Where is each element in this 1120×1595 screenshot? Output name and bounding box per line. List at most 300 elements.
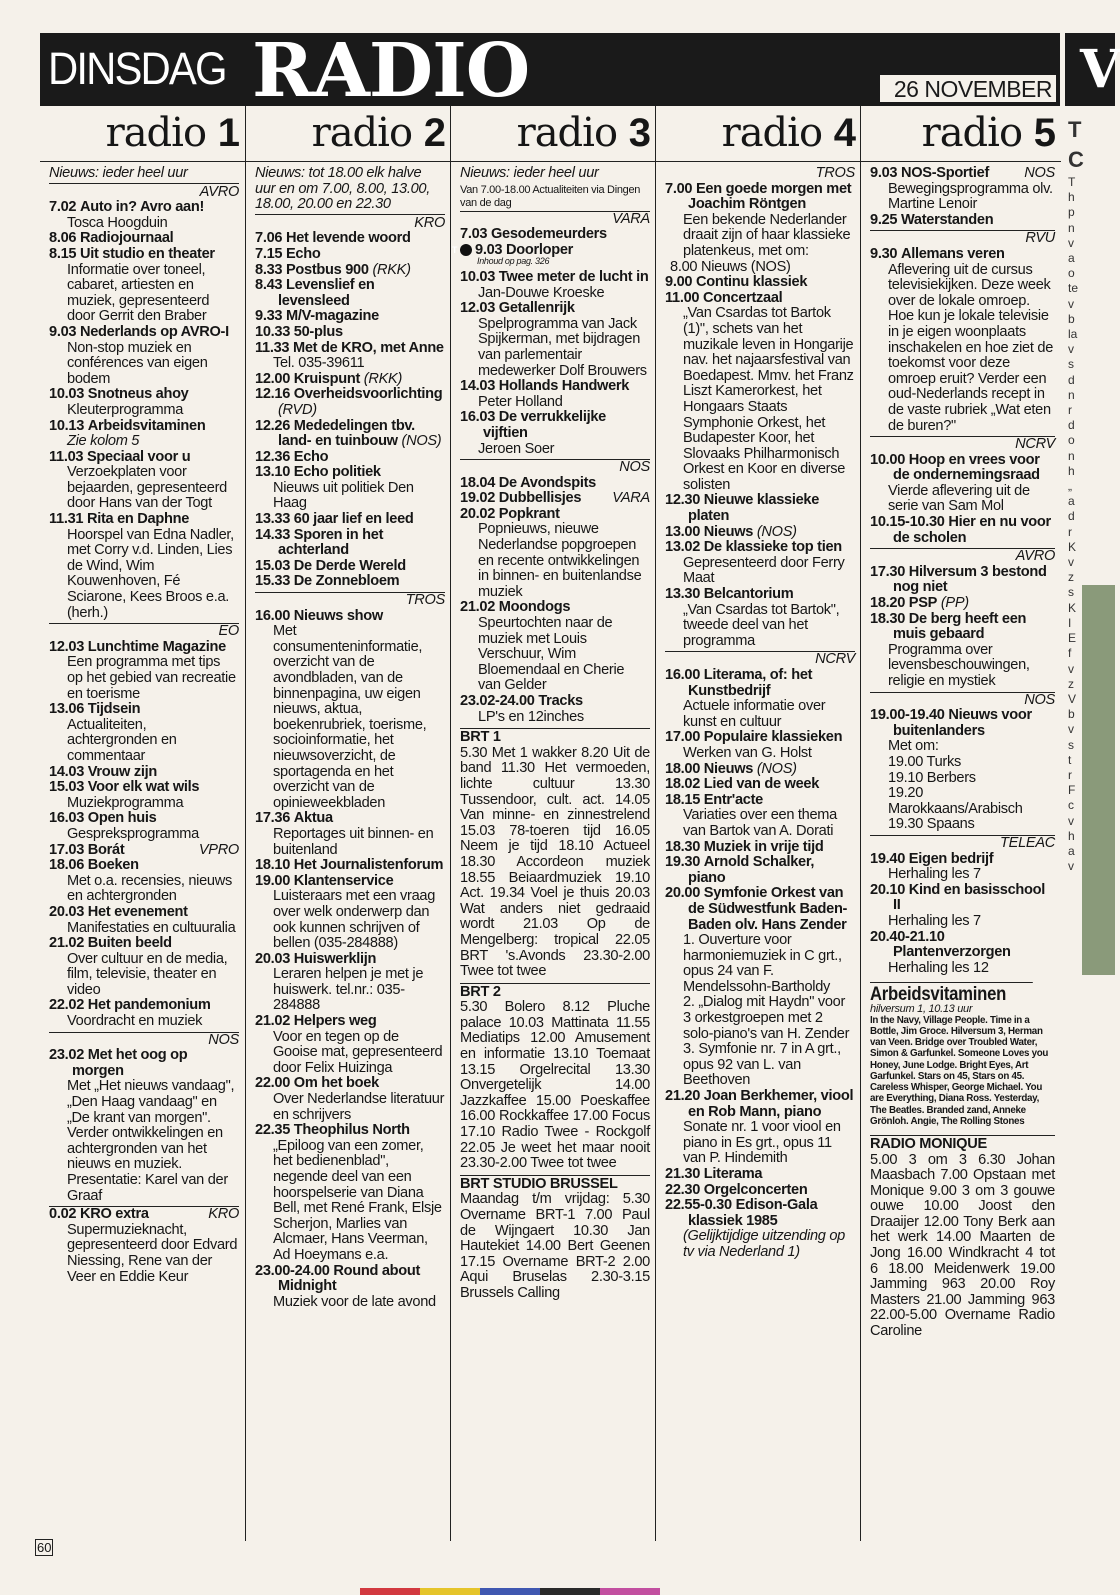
program-title: Tijdsein xyxy=(87,701,141,718)
program-title: Belcantorium xyxy=(703,586,794,603)
program-entry xyxy=(255,528,445,559)
program-entry xyxy=(665,855,855,886)
program-entry xyxy=(49,419,239,435)
program-title: De Avondspits xyxy=(498,474,596,491)
program-title: De berg heeft een muis gebaard xyxy=(893,610,1027,643)
radio-monique-title: RADIO MONIQUE xyxy=(870,1135,1055,1153)
program-entry xyxy=(870,213,1055,229)
edge-letter: s xyxy=(1068,737,1074,752)
program-description: Muziekprogramma xyxy=(67,794,184,811)
program-time: 16.00 xyxy=(255,607,291,624)
program-time: 18.10 xyxy=(255,857,291,874)
program-time: 20.02 xyxy=(460,505,496,522)
program-description: 3. Symfonie nr. 7 in A grt., opus 92 van L. van Beethoven xyxy=(683,1041,841,1089)
program-time: 14.03 xyxy=(49,763,85,780)
program-entry xyxy=(49,843,239,859)
program-entry xyxy=(255,1264,445,1295)
program-entry xyxy=(870,612,1055,643)
program-entry xyxy=(49,1206,239,1223)
broadcaster-label: VARA xyxy=(612,210,650,227)
program-entry xyxy=(665,1167,855,1183)
program-time: 10.13 xyxy=(49,417,85,434)
program-title: Vrouw zijn xyxy=(87,763,157,780)
program-entry xyxy=(255,609,445,625)
page xyxy=(37,28,1080,1563)
program-entry xyxy=(870,515,1055,546)
program-title: Uit studio en theater xyxy=(79,245,215,262)
program-description: Over cultuur en de media, film, televisie, theater en video xyxy=(67,950,228,998)
program-title: Radiojournaal xyxy=(79,230,174,247)
program-title: Borát xyxy=(87,841,125,858)
edge-letter: te xyxy=(1068,281,1079,296)
program-time: 13.02 xyxy=(665,539,701,556)
column-header: radio 1 xyxy=(40,106,245,162)
program-title: Het evenement xyxy=(87,903,188,920)
edge-letter: r xyxy=(1068,524,1072,539)
program-entry xyxy=(460,410,650,441)
program-time: 12.03 xyxy=(460,300,496,317)
program-time: 23.02-24.00 xyxy=(460,693,535,709)
program-title: Het pandemonium xyxy=(87,997,211,1014)
program-title: Helpers weg xyxy=(293,1013,377,1030)
program-entry xyxy=(665,525,855,541)
program-entry xyxy=(255,512,445,528)
edge-letter: v xyxy=(1068,813,1074,828)
program-time: 17.30 xyxy=(870,563,906,580)
schedule-list xyxy=(861,162,1061,976)
actualiteiten-note: Van 7.00-18.00 Actualiteiten via Dingen van de dag xyxy=(460,184,650,212)
broadcaster-label: KRO xyxy=(208,1206,239,1223)
program-entry xyxy=(255,858,445,874)
program-entry xyxy=(49,905,239,921)
program-title: Nieuws xyxy=(703,523,754,540)
program-time: 9.33 xyxy=(255,308,283,325)
program-entry xyxy=(49,200,239,216)
edge-letter: v xyxy=(1068,555,1074,570)
color-bar xyxy=(360,1588,660,1595)
program-time: 16.03 xyxy=(49,810,85,827)
edge-letter: C xyxy=(1068,147,1084,172)
program-time: 13.33 xyxy=(255,511,291,528)
program-description: Speurtochten naar de muziek met Louis Verschuur, Wim Bloemendaal en Cherie van Gelder xyxy=(478,615,625,694)
program-title: Doorloper xyxy=(505,241,574,258)
program-title: Lunchtime Magazine xyxy=(87,638,226,655)
program-title: Literama, of: het Kunstbedrijf xyxy=(688,667,813,699)
tip-badge-icon: T xyxy=(460,244,472,256)
edge-letter: F xyxy=(1068,783,1076,798)
program-description: Tel. 035-39611 xyxy=(273,355,365,372)
program-title: Waterstanden xyxy=(900,211,994,228)
schedule-list xyxy=(451,162,656,1302)
program-entry xyxy=(665,1089,855,1120)
program-entry xyxy=(49,247,239,263)
arbeidsvitaminen-list: In the Navy, Village People. Time in a Bottle, Jim Groce. Hilversum 3, Herman van Veen. Bridge over Troubled Water, Simon & Garfunkel. Someone Loves you Honey, June Lodge. Bright Eyes, Art Garfunkel. Stars on 45, Stars on 45. Careless Whisper, George Michael. You are Everything, Diana Ross. Yesterday, The Beatles. Branded zand, Anneke Grönloh. Angie, The Rolling Stones xyxy=(870,1014,1049,1127)
program-time: 13.10 xyxy=(255,464,291,481)
edge-letter: b xyxy=(1068,707,1075,722)
program-time: 22.55-0.30 xyxy=(665,1197,732,1214)
program-title: Getallenrijk xyxy=(498,300,575,317)
program-title: Round about Midnight xyxy=(278,1262,421,1295)
program-description: 19.30 Spaans xyxy=(888,816,975,833)
edge-letter: d xyxy=(1068,418,1075,433)
program-title: PSP xyxy=(908,595,938,612)
program-title: Nieuws show xyxy=(293,607,383,624)
program-time: 9.03 xyxy=(49,323,77,340)
edge-letter: n xyxy=(1068,387,1075,402)
schedule-list xyxy=(40,162,245,1285)
broadcaster-label: NCRV xyxy=(665,651,855,668)
edge-letter: h xyxy=(1068,463,1075,478)
program-entry xyxy=(255,278,445,309)
program-title: Arbeidsvitaminen xyxy=(87,417,206,434)
edge-letter: r xyxy=(1068,403,1072,418)
program-description: Vierde aflevering uit de serie van Sam Mol xyxy=(888,482,1030,515)
page-title: RADIO xyxy=(252,28,530,114)
program-time: 7.06 xyxy=(255,230,283,247)
program-entry xyxy=(255,952,445,968)
program-time: 19.00-19.40 xyxy=(870,707,945,724)
program-time: 13.00 xyxy=(665,523,701,540)
edge-letter: T xyxy=(1068,117,1082,142)
program-title: Buiten beeld xyxy=(87,935,172,952)
edge-letter: f xyxy=(1068,646,1072,661)
program-title: Echo politiek xyxy=(293,464,381,481)
program-description: 19.00 Turks xyxy=(888,753,961,770)
program-time: 8.43 xyxy=(255,277,283,294)
program-entry xyxy=(255,387,445,418)
program-time: 22.30 xyxy=(665,1181,701,1198)
program-entry xyxy=(255,325,445,341)
column-radio-5 xyxy=(860,106,1061,1541)
program-description: Spelprogramma van Jack Spijkerman, met bijdragen van parlementair medewerker Dolf Brouwers xyxy=(478,315,647,379)
program-title: Klantenservice xyxy=(293,872,394,889)
program-time: 18.06 xyxy=(49,857,85,874)
edge-letter: t xyxy=(1068,752,1072,767)
program-time: 0.02 xyxy=(49,1206,77,1223)
program-time: 9.25 xyxy=(870,211,898,228)
program-entry xyxy=(460,301,650,317)
program-time: 13.06 xyxy=(49,701,85,718)
program-entry xyxy=(49,325,239,341)
program-entry xyxy=(255,419,445,450)
program-time: 7.00 xyxy=(665,180,693,197)
program-title: M/V-magazine xyxy=(285,308,379,325)
program-title: Een goede morgen met Joachim Röntgen xyxy=(688,180,852,213)
program-description: Met o.a. recensies, nieuws en achtergronden xyxy=(67,872,232,905)
program-description: Reportages uit binnen- en buitenland xyxy=(273,825,434,858)
edge-letter: s xyxy=(1068,357,1074,372)
program-entry xyxy=(49,998,239,1014)
broadcaster-label: TROS xyxy=(815,165,855,181)
edge-letter: a xyxy=(1068,494,1075,509)
edge-letter: b xyxy=(1068,311,1075,326)
program-broadcaster: (NOS) xyxy=(756,760,797,777)
program-time: 22.00 xyxy=(255,1075,291,1092)
program-title: 60 jaar lief en leed xyxy=(293,511,414,528)
program-time: 10.00 xyxy=(870,451,906,468)
program-title: Levenslief en levensleed xyxy=(278,277,375,309)
program-title: Symfonie Orkest van de Südwestfunk Baden-Baden olv. Hans Zender xyxy=(688,885,848,933)
program-entry xyxy=(49,231,239,247)
program-description: Met „Het nieuws vandaag", „Den Haag vandaag" en „De krant van morgen". Verder ontwikkelingen en achtergronden van het nieuws en muziek. Presentatie: Karel van der Graaf xyxy=(67,1078,235,1204)
program-entry xyxy=(255,1076,445,1092)
program-description: Manifestaties en cultuuralia xyxy=(67,919,236,936)
program-description: Bewegingsprogramma olv. Martine Lenoir xyxy=(888,180,1053,213)
program-entry xyxy=(665,493,855,524)
broadcaster-label: KRO xyxy=(414,214,445,231)
program-time: 21.02 xyxy=(460,599,496,616)
program-title: Sporen in het achterland xyxy=(278,526,384,559)
program-entry xyxy=(665,730,855,746)
program-description: LP's en 12inches xyxy=(478,708,584,725)
program-description: Muziek voor de late avond xyxy=(273,1293,436,1310)
edge-letter: v xyxy=(1068,342,1074,357)
program-title: Entr'acte xyxy=(703,791,763,808)
program-description: Jan-Douwe Kroeske xyxy=(478,284,605,301)
program-description: Met consumenteninformatie, overzicht van de avondbladen, van de binnenpagina, uw eigen nieuws, aktua, boekenrubriek, toerisme, socioinformatie, het nieuwsoverzicht, de sportagenda en het overzicht van de opinieweekbladen xyxy=(273,623,427,811)
edge-letter: I xyxy=(1068,615,1072,630)
program-entry xyxy=(460,379,650,395)
program-title: Concertzaal xyxy=(702,289,783,306)
edge-letter: E xyxy=(1068,631,1077,646)
program-entry xyxy=(49,765,239,781)
program-time: 10.03 xyxy=(49,386,85,403)
program-entry xyxy=(255,450,445,466)
program-entry xyxy=(870,247,1055,263)
program-description: Programma over levensbeschouwingen, religie en mystiek xyxy=(888,641,1030,689)
program-entry xyxy=(255,465,445,481)
program-description: Voordracht en muziek xyxy=(67,1013,203,1030)
edge-letter: p xyxy=(1068,205,1075,220)
program-title: Popkrant xyxy=(498,505,560,522)
program-time: 12.36 xyxy=(255,448,291,465)
program-description: Hoorspel van Edna Nadler, met Corry v.d. Linden, Lies de Wind, Wim Kouwenhoven, Fé Sciarone, Kees Broos e.a. (herh.) xyxy=(67,526,234,621)
program-description: Actualiteiten, achtergronden en commentaar xyxy=(67,716,177,764)
program-description: „Van Csardas tot Bartok (1)", schets van het muzikale leven in Hongarije nav. het najaarsfestival van Boedapest. Mmv. het Franz Liszt Kamerorkest, het Hongaars Staats Symphonie Orkest, het Budapester Koor, het Slovaaks Philharmonisch Orkest en Koor en diverse solisten xyxy=(683,305,854,493)
program-time: 17.36 xyxy=(255,810,291,827)
edge-letter: c xyxy=(1068,798,1074,813)
program-time: 19.40 xyxy=(870,850,906,867)
program-entry xyxy=(255,309,445,325)
program-entry xyxy=(665,291,855,307)
news-note: Nieuws: tot 18.00 elk halve uur en om 7.00, 8.00, 13.00, 18.00, 20.00 en 22.30 xyxy=(255,166,445,215)
program-entry xyxy=(49,512,239,528)
program-title: Dubbellisjes xyxy=(498,490,582,507)
program-time: 23.00-24.00 xyxy=(255,1262,330,1279)
program-title: Auto in? Avro aan! xyxy=(79,199,205,216)
page-number: 60 xyxy=(37,1540,52,1555)
program-description: Informatie over toneel, cabaret, artiesten en muziek, gepresenteerd door Gerrit den Braber xyxy=(67,261,210,325)
program-title: Om het boek xyxy=(293,1075,379,1092)
program-time: 13.30 xyxy=(665,586,701,603)
program-broadcaster: (NOS) xyxy=(401,433,442,450)
program-entry xyxy=(49,811,239,827)
program-time: 15.03 xyxy=(49,779,85,796)
arbeidsvitaminen-sub: hilversum 1, 10.13 uur xyxy=(870,1002,973,1015)
program-time: 9.03 xyxy=(870,165,898,181)
program-description: Sonate nr. 1 voor viool en piano in Es grt., opus 11 van P. Hindemith xyxy=(683,1119,841,1167)
edge-letter: v xyxy=(1068,235,1074,250)
program-description: Over Nederlandse literatuur en schrijvers xyxy=(273,1091,445,1123)
program-entry xyxy=(665,762,855,778)
program-entry xyxy=(870,565,1055,596)
program-title: Rita en Daphne xyxy=(86,511,190,528)
program-time: 15.33 xyxy=(255,573,291,590)
program-title: Postbus 900 xyxy=(285,261,369,278)
program-entry xyxy=(49,858,239,874)
program-time: 11.03 xyxy=(49,448,84,465)
program-time: 9.30 xyxy=(870,245,898,262)
program-entry xyxy=(870,852,1055,868)
program-description: Verzoekplaten voor bejaarden, gepresenteerd door Hans van der Togt xyxy=(67,464,227,512)
program-title: Nieuws voor buitenlanders xyxy=(893,707,1032,739)
program-description: Herhaling les 7 xyxy=(888,866,981,883)
program-time: 7.15 xyxy=(255,245,283,262)
date-label: 26 NOVEMBER xyxy=(880,75,1056,102)
program-time: 12.26 xyxy=(255,417,291,434)
program-title: Theophilus North xyxy=(293,1122,410,1139)
program-description: Een programma met tips op het gebied van recreatie en toerisme xyxy=(67,654,236,702)
program-time: 20.40-21.10 xyxy=(870,928,945,945)
program-description: 2. „Dialog mit Haydn" voor 3 orkestgroepen met 2 solo-piano's van H. Zender xyxy=(683,994,850,1042)
broadcaster-label: VARA xyxy=(612,490,650,507)
program-time: 10.15-10.30 xyxy=(870,514,945,531)
program-time: 8.15 xyxy=(49,245,77,262)
program-time: 19.30 xyxy=(665,854,701,871)
program-entry xyxy=(870,596,1055,612)
day-label: DINSDAG xyxy=(48,43,226,94)
program-time: 20.10 xyxy=(870,881,906,898)
program-entry xyxy=(870,708,1055,739)
program-entry xyxy=(255,559,445,575)
program-entry xyxy=(255,247,445,263)
program-time: 11.00 xyxy=(665,289,700,306)
program-title: 50-plus xyxy=(293,323,343,340)
program-entry xyxy=(460,270,650,286)
program-title: Huiswerklijn xyxy=(293,950,377,967)
program-entry xyxy=(665,840,855,856)
column-radio-2 xyxy=(245,106,451,1541)
edge-letter: d xyxy=(1068,509,1075,524)
program-entry xyxy=(460,600,650,616)
program-time: 14.33 xyxy=(255,526,291,543)
program-title: Nieuws xyxy=(703,760,754,777)
program-description: Zie kolom 5 xyxy=(67,433,140,450)
program-title: Moondogs xyxy=(498,599,571,616)
edge-letter: T xyxy=(1068,175,1076,189)
program-time: 18.04 xyxy=(460,474,496,491)
program-time: 21.02 xyxy=(49,935,85,952)
program-broadcaster: (RKK) xyxy=(372,261,411,278)
program-time: 10.33 xyxy=(255,323,291,340)
program-entry xyxy=(870,166,1055,182)
program-description: Popnieuws, nieuwe Nederlandse popgroepen en recente ontwikkelingen in binnen- en buitenlandse muziek xyxy=(478,521,642,600)
section-schedule: 5.30 Met 1 wakker 8.20 Uit de band 11.30 Het vermoeden, lichte cultuur 13.30 Tussendoor, cult. act. 14.05 Van minne- en zinnestrelend 15.03 78-toeren tijd 16.05 Neem je tijd 18.10 Actueel 18.30 Accordeon muziek 18.55 Beiaardmuziek 19.10 Act. 19.34 Voel je thuis 20.03 Wat anders niet gedraaid wordt 21.03 Op de Mengelberg: tropical 22.05 BRT 's.Avonds 23.30-2.00 Twee tot twee xyxy=(460,744,650,980)
schedule-list xyxy=(656,162,861,1261)
news-note: Nieuws: ieder heel uur xyxy=(460,165,599,181)
program-entry xyxy=(255,811,445,827)
program-description: Supermuzieknacht, gepresenteerd door Edvard Niessing, Rene van der Veer en Eddie Keur xyxy=(67,1221,238,1285)
program-time: 16.03 xyxy=(460,409,496,426)
section-title: BRT STUDIO BRUSSEL xyxy=(460,1175,650,1193)
program-description: Met om: xyxy=(888,738,939,755)
program-broadcaster: (RVD) xyxy=(278,401,317,418)
program-time: 19.00 xyxy=(255,872,291,889)
program-title: Kruispunt xyxy=(293,370,361,387)
program-description: Actuele informatie over kunst en cultuur xyxy=(683,698,826,730)
program-time: 12.03 xyxy=(49,638,85,655)
program-time: 22.35 xyxy=(255,1122,291,1139)
program-description: Een bekende Nederlander draait zijn of haar klassieke platenkeus, met om: xyxy=(683,211,851,259)
section-schedule: 5.30 Bolero 8.12 Pluche palace 10.03 Mattinata 11.55 Mediatips 12.00 Amusement en informatie 13.10 Toemaat 13.15 Orgelrecital 13.30 Onvergetelijk 14.00 Jazzkaffee 15.00 Poeskaffee 16.00 Rockkaffee 17.00 Focus 17.10 Radio Twee - Rockgolf 22.05 Je weet het maar nooit 23.30-2.00 Twee tot twee xyxy=(460,999,650,1172)
program-time: 23.02 xyxy=(49,1047,85,1064)
program-title: De klassieke top tien xyxy=(703,539,842,556)
broadcaster-label: TELEAC xyxy=(870,835,1055,852)
section-title: BRT 2 xyxy=(460,983,650,1001)
column-header: radio 4 xyxy=(656,106,861,162)
broadcaster-label: NCRV xyxy=(870,436,1055,453)
edge-letter: o xyxy=(1068,266,1075,281)
program-time: 16.00 xyxy=(665,667,701,683)
program-time: 21.30 xyxy=(665,1166,701,1182)
program-title: Lied van de week xyxy=(703,776,820,793)
edge-letter: h xyxy=(1068,828,1075,843)
program-time: 21.02 xyxy=(255,1013,291,1030)
program-time: 11.33 xyxy=(255,339,290,356)
program-title: Allemans veren xyxy=(900,245,1005,262)
program-entry xyxy=(255,372,445,388)
program-entry xyxy=(460,694,650,710)
edge-letter: v xyxy=(1068,661,1074,676)
program-time: 18.15 xyxy=(665,791,701,808)
edge-letter: h xyxy=(1068,190,1075,205)
program-entry xyxy=(49,1048,239,1079)
edge-letter: n xyxy=(1068,448,1075,463)
program-title: De Derde Wereld xyxy=(293,557,406,574)
program-entry xyxy=(665,668,855,699)
edge-letter: V xyxy=(1068,691,1077,706)
program-description: Variaties over een thema van Bartok van A. Dorati xyxy=(683,807,837,839)
program-time: 18.00 xyxy=(665,760,701,777)
program-description: Tosca Hoogduin xyxy=(67,214,168,231)
program-time: 17.00 xyxy=(665,729,701,746)
program-entry xyxy=(460,476,650,492)
program-entry xyxy=(870,453,1055,484)
program-entry xyxy=(255,341,445,357)
edge-letter: s xyxy=(1068,585,1074,600)
program-description: 1. Ouverture voor harmoniemuziek in C grt., opus 24 van F. Mendelssohn-Bartholdy xyxy=(683,932,842,995)
program-description: Luisteraars met een vraag over welk onderwerp dan ook kunnen schrijven of bellen (035-284888) xyxy=(273,888,436,952)
program-description: 19.20 Marokkaans/Arabisch xyxy=(888,785,1023,817)
program-entry xyxy=(665,540,855,556)
program-entry xyxy=(255,1014,445,1030)
broadcaster-label: NOS xyxy=(460,459,650,476)
program-title: Joan Berkhemer, viool en Rob Mann, piano xyxy=(688,1088,854,1120)
program-entry xyxy=(460,227,650,243)
program-title: Gesodemeurders xyxy=(490,226,607,243)
schedule-list xyxy=(246,162,451,1310)
edge-letter: a xyxy=(1068,843,1075,858)
program-title: Het Journalistenforum xyxy=(293,857,444,874)
program-time: 14.03 xyxy=(460,378,496,395)
program-description: (Gelijktijdige uitzending op tv via Nederland 1) xyxy=(683,1228,845,1260)
program-entry xyxy=(255,231,445,247)
program-description: Jeroen Soer xyxy=(478,440,555,457)
program-time: 7.02 xyxy=(49,199,77,216)
program-time: 20.03 xyxy=(255,950,291,967)
broadcaster-label: AVRO xyxy=(199,183,239,200)
inhoud-note: Inhoud op pag. 326 xyxy=(477,256,550,267)
